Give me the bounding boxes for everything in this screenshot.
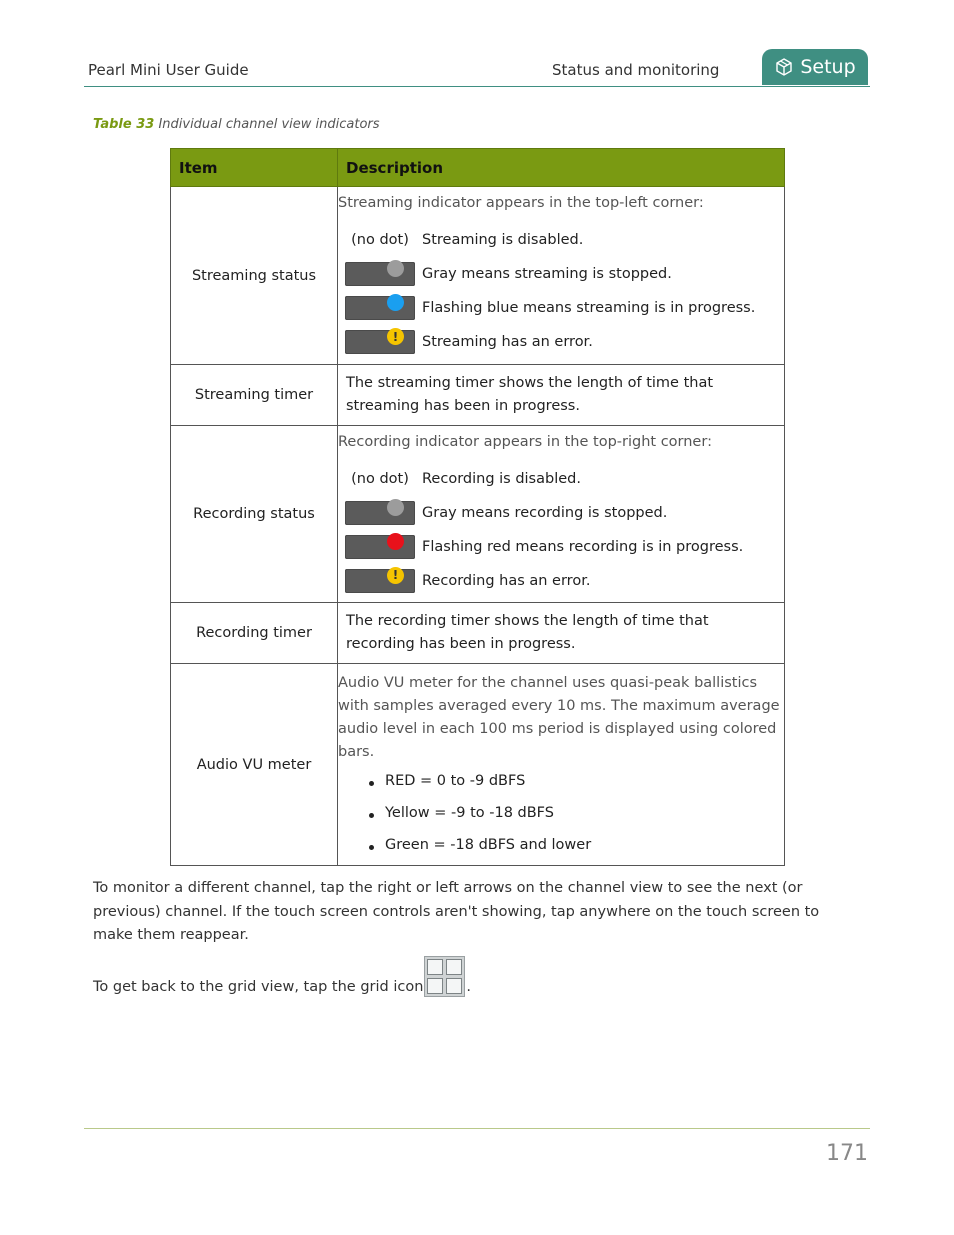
item-streaming-timer: Streaming timer [171,365,338,426]
indicators-table [170,148,785,866]
table-row [171,664,785,866]
list-item: Green = -18 dBFS and lower [385,834,784,857]
indicator-row [338,257,784,291]
indicator-text: Gray means streaming is stopped. [422,266,672,282]
header-description: Description [338,149,785,187]
indicator-row [338,462,784,496]
indicator-swatch [345,296,415,320]
grid-instruction [93,956,471,997]
warning-icon: ! [387,567,404,584]
item-audio-vu: Audio VU meter [171,664,338,866]
body-paragraph: To monitor a different channel, tap the right or left arrows on the channel view to see the next (or previous) channel. If the touch screen controls aren't showing, tap anywhere on the touch screen to make them reappear. [93,880,820,943]
warning-icon: ! [387,328,404,345]
indicator-text: Recording has an error. [422,572,591,589]
indicator-row [338,496,784,530]
table-row [171,603,785,664]
table-caption-text: Individual channel view indicators [158,117,380,132]
list-item: Yellow = -9 to -18 dBFS [385,802,784,825]
desc-audio-vu [338,664,785,866]
section-title: Status and monitoring [552,61,720,79]
indicator-swatch [345,535,415,559]
no-dot-label: (no dot) [351,232,409,248]
streaming-timer-text: The streaming timer shows the length of time that streaming has been in progress. [346,375,714,414]
table-row [171,187,785,365]
indicator-text: Streaming is disabled. [422,232,584,248]
table-caption [93,117,380,132]
guide-title: Pearl Mini User Guide [88,61,249,79]
gray-dot-icon [387,499,404,516]
grid-icon [424,956,465,997]
red-dot-icon [387,533,404,550]
setup-tab[interactable] [762,49,868,85]
indicator-row [338,564,784,598]
streaming-lead: Streaming indicator appears in the top-left corner: [338,195,704,211]
item-recording-timer: Recording timer [171,603,338,664]
indicator-row [338,530,784,564]
recording-timer-text: The recording timer shows the length of time that recording has been in progress. [346,613,709,652]
item-recording-status: Recording status [171,426,338,603]
indicator-text: Flashing red means recording is in progress. [422,538,744,555]
desc-streaming-timer [338,365,785,426]
table-row [171,365,785,426]
indicator-row [338,291,784,325]
indicator-text: Streaming has an error. [422,334,593,350]
desc-recording-status [338,426,785,603]
table-row [171,426,785,603]
grid-instruction-text: To get back to the grid view, tap the grid icon [93,979,424,995]
page-number: 171 [826,1141,868,1166]
indicator-swatch [345,262,415,286]
indicator-swatch [345,569,415,593]
indicator-swatch [345,330,415,354]
indicator-text: Gray means recording is stopped. [422,504,668,521]
table-header-row [171,149,785,187]
table-number: Table 33 [93,117,155,132]
no-dot-label: (no dot) [351,470,409,487]
indicator-text: Recording is disabled. [422,470,581,487]
cube-icon [774,57,794,77]
grid-instruction-period: . [466,979,472,995]
indicator-row [338,223,784,257]
item-streaming-status: Streaming status [171,187,338,365]
header-rule [84,86,870,87]
list-item: RED = 0 to -9 dBFS [385,770,784,793]
audio-vu-lead: Audio VU meter for the channel uses quasi-peak ballistics with samples averaged every 10 ms. The maximum average audio level in each 100 ms period is displayed using colored bars. [338,675,780,760]
desc-recording-timer [338,603,785,664]
blue-dot-icon [387,294,404,311]
indicator-row [338,325,784,359]
setup-tab-label: Setup [800,56,856,78]
indicator-text: Flashing blue means streaming is in progress. [422,300,756,316]
recording-lead: Recording indicator appears in the top-right corner: [338,433,712,450]
audio-vu-bullets [338,770,784,857]
indicator-swatch [345,501,415,525]
header-item: Item [171,149,338,187]
desc-streaming-status [338,187,785,365]
footer-rule [84,1128,870,1129]
gray-dot-icon [387,260,404,277]
